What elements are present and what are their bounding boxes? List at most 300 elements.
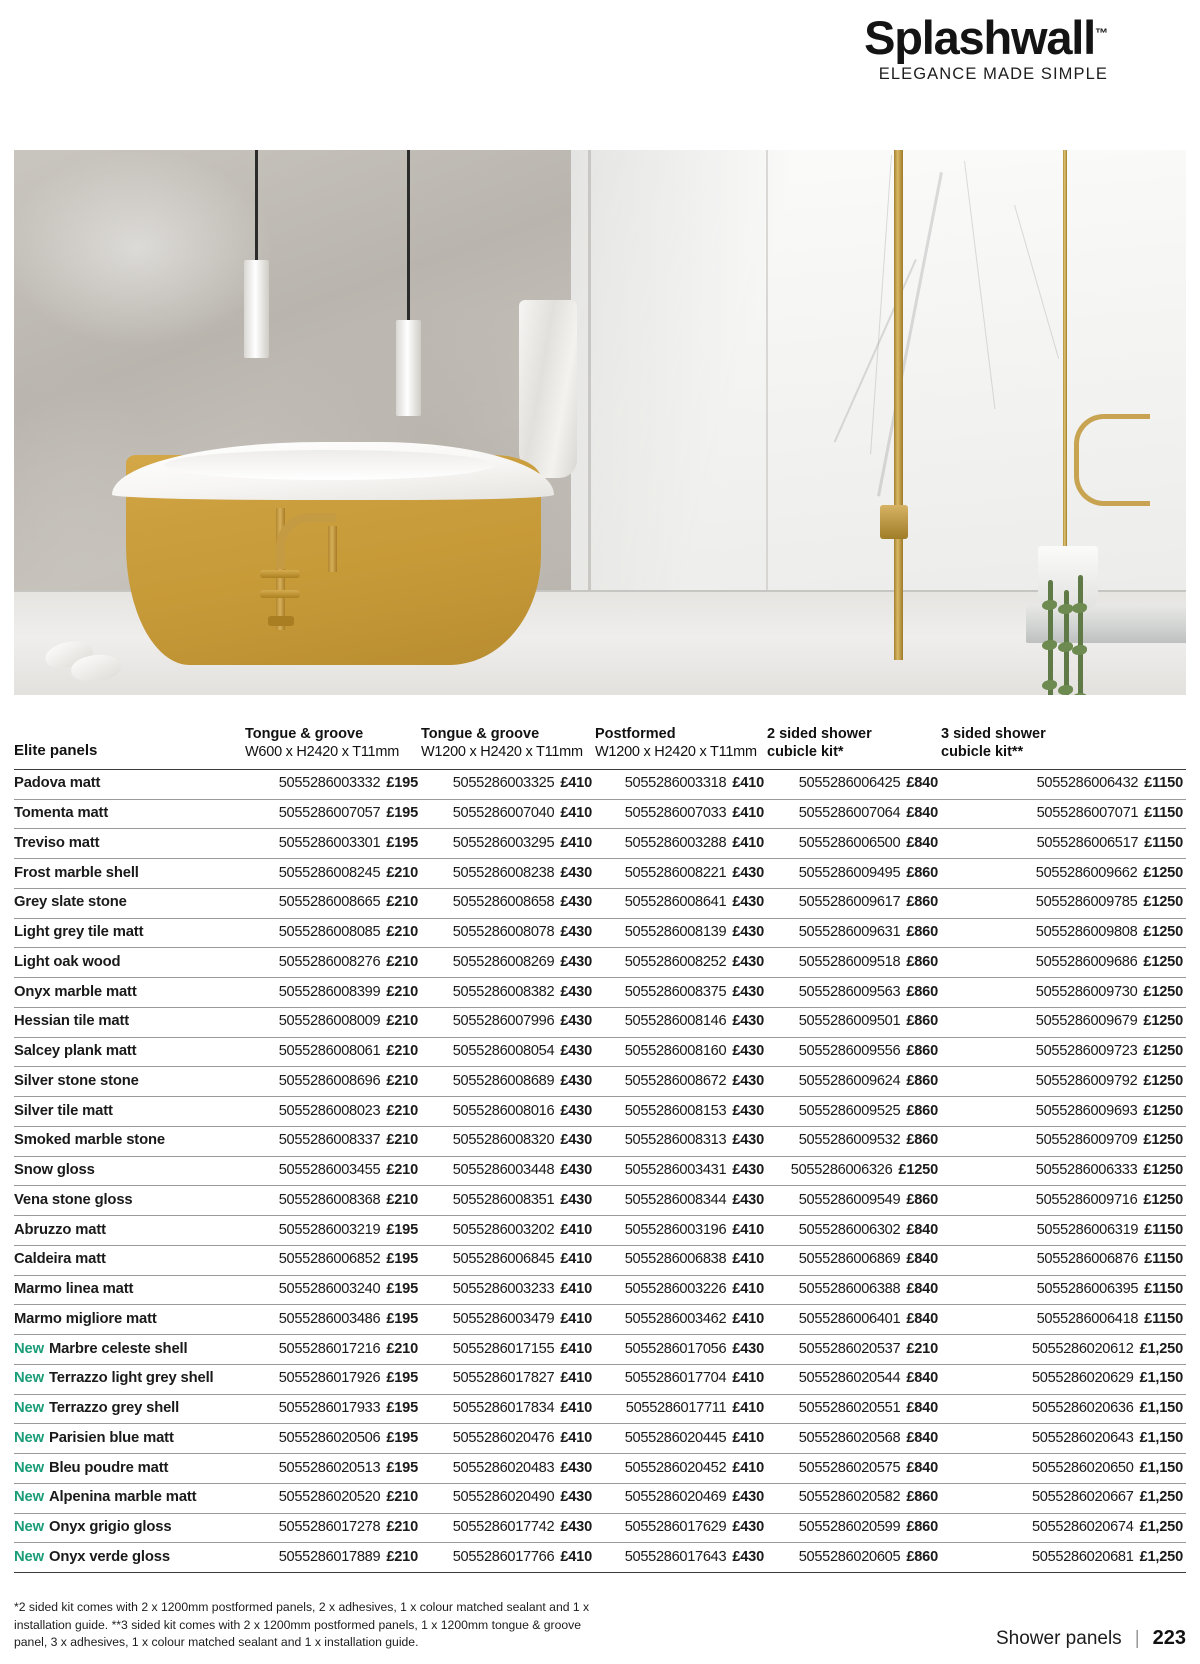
product-code: 5055286009495	[798, 864, 901, 881]
product-price: £840	[906, 1400, 938, 1417]
panel-name: Onyx marble matt	[14, 983, 137, 1000]
product-code: 5055286008245	[278, 864, 381, 881]
product-cell	[595, 1275, 767, 1305]
panel-name: Onyx verde gloss	[48, 1548, 170, 1565]
product-code: 5055286007071	[1036, 805, 1139, 822]
trailing-plant	[1064, 590, 1069, 695]
column-title: Postformed	[595, 726, 676, 742]
product-price: £430	[560, 924, 592, 941]
product-cell	[245, 799, 421, 829]
product-cell	[767, 948, 941, 978]
product-cell	[767, 1245, 941, 1275]
trailing-plant	[1048, 580, 1053, 695]
product-price: £860	[906, 983, 938, 1000]
product-cell	[595, 978, 767, 1008]
panel-name-cell	[14, 1543, 245, 1573]
product-cell	[245, 1454, 421, 1484]
product-code: 5055286008368	[278, 1191, 381, 1208]
product-code: 5055286006869	[798, 1251, 901, 1268]
product-price: £1150	[1144, 834, 1183, 851]
page-header	[0, 0, 1200, 150]
product-cell	[941, 1156, 1186, 1186]
product-code: 5055286009556	[798, 1043, 901, 1060]
product-price: £210	[386, 1132, 418, 1149]
product-price: £840	[906, 1221, 938, 1238]
product-price: £210	[386, 894, 418, 911]
product-cell	[595, 888, 767, 918]
panel-name-cell	[14, 1483, 245, 1513]
product-code: 5055286006876	[1036, 1251, 1139, 1268]
product-cell	[595, 769, 767, 799]
product-price: £860	[906, 1072, 938, 1089]
product-code: 5055286003462	[624, 1310, 727, 1327]
product-price: £410	[732, 1310, 764, 1327]
tap-handle	[260, 570, 300, 578]
product-code: 5055286006517	[1036, 834, 1139, 851]
product-cell	[421, 948, 595, 978]
product-cell	[595, 1424, 767, 1454]
product-code: 5055286009525	[798, 1102, 901, 1119]
product-cell	[595, 1097, 767, 1127]
product-cell	[245, 1097, 421, 1127]
product-code: 5055286006395	[1036, 1281, 1139, 1298]
product-code: 5055286003301	[278, 834, 381, 851]
product-cell	[767, 1216, 941, 1246]
product-price: £210	[386, 1072, 418, 1089]
product-cell	[767, 1067, 941, 1097]
product-code: 5055286020599	[798, 1519, 901, 1536]
product-price: £195	[386, 1310, 418, 1327]
table-row	[14, 948, 1186, 978]
panel-name-cell	[14, 1126, 245, 1156]
product-code: 5055286020445	[624, 1429, 727, 1446]
product-code: 5055286008078	[452, 924, 555, 941]
product-code: 5055286003233	[452, 1281, 555, 1298]
product-cell	[595, 1007, 767, 1037]
panel-name: Frost marble shell	[14, 864, 139, 881]
panel-name: Treviso matt	[14, 834, 100, 851]
product-code: 5055286006500	[798, 834, 901, 851]
column-dimensions: W600 x H2420 x T11mm	[245, 744, 400, 761]
panel-name: Grey slate stone	[14, 894, 127, 911]
product-cell	[421, 1483, 595, 1513]
new-badge: New	[14, 1548, 44, 1565]
product-cell	[421, 978, 595, 1008]
brand-tagline: ELEGANCE MADE SIMPLE	[878, 65, 1108, 83]
product-code: 5055286020483	[452, 1459, 555, 1476]
product-price: £1150	[1144, 1221, 1183, 1238]
product-cell	[245, 769, 421, 799]
product-cell	[941, 1424, 1186, 1454]
new-badge: New	[14, 1519, 44, 1536]
product-cell	[767, 978, 941, 1008]
product-cell	[595, 1037, 767, 1067]
product-price: £430	[732, 1548, 764, 1565]
product-price: £410	[560, 1281, 592, 1298]
product-price: £410	[732, 1251, 764, 1268]
new-badge: New	[14, 1340, 44, 1357]
panel-name-cell	[14, 1067, 245, 1097]
product-code: 5055286017704	[624, 1370, 727, 1387]
panel-name-cell	[14, 948, 245, 978]
product-cell	[595, 1364, 767, 1394]
column-dimensions: W1200 x H2420 x T11mm	[421, 744, 583, 761]
product-cell	[421, 829, 595, 859]
product-code: 5055286020544	[798, 1370, 901, 1387]
product-cell	[941, 1037, 1186, 1067]
product-code: 5055286008146	[624, 1013, 727, 1030]
product-code: 5055286020537	[798, 1340, 901, 1357]
product-price: £1150	[1144, 1281, 1183, 1298]
product-code: 5055286008054	[452, 1043, 555, 1060]
product-code: 5055286017889	[278, 1548, 381, 1565]
product-code: 5055286007057	[278, 805, 381, 822]
table-row	[14, 829, 1186, 859]
product-code: 5055286006418	[1036, 1310, 1139, 1327]
product-price: £210	[386, 864, 418, 881]
product-cell	[941, 799, 1186, 829]
product-code: 5055286017629	[624, 1519, 727, 1536]
brand-logo	[864, 11, 1108, 83]
product-price: £840	[906, 1281, 938, 1298]
product-code: 5055286009723	[1035, 1043, 1138, 1060]
panel-name: Snow gloss	[14, 1162, 95, 1179]
product-price: £410	[560, 1548, 592, 1565]
kit-contents-footnote: *2 sided kit comes with 2 x 1200mm postformed panels, 2 x adhesives, 1 x colour matched sealant and 1 x installation guide. **3 sided kit comes with 2 x 1200mm postformed panels, 1 x 1200mm tongue & groove panel, 3 x adhesives, 1 x colour matched sealant and 1 x installation guide.	[14, 1600, 590, 1650]
product-code: 5055286020667	[1031, 1489, 1134, 1506]
product-price: £430	[560, 953, 592, 970]
product-code: 5055286009693	[1035, 1102, 1138, 1119]
panel-name: Bleu poudre matt	[48, 1459, 169, 1476]
product-code: 5055286003486	[278, 1310, 381, 1327]
product-cell	[421, 1394, 595, 1424]
column-subtitle: cubicle kit*	[767, 744, 844, 761]
product-cell	[767, 1037, 941, 1067]
product-cell	[941, 829, 1186, 859]
product-cell	[421, 918, 595, 948]
product-price: £195	[386, 805, 418, 822]
product-price: £430	[732, 1340, 764, 1357]
product-cell	[767, 1364, 941, 1394]
product-price: £860	[906, 864, 938, 881]
product-code: 5055286017834	[452, 1400, 555, 1417]
product-cell	[245, 1424, 421, 1454]
table-row	[14, 978, 1186, 1008]
product-code: 5055286008160	[624, 1043, 727, 1060]
product-cell	[941, 918, 1186, 948]
product-price: £210	[386, 983, 418, 1000]
product-code: 5055286020643	[1031, 1429, 1134, 1446]
product-price: £410	[732, 775, 764, 792]
product-price: £410	[560, 775, 592, 792]
product-price: £430	[560, 1459, 592, 1476]
product-code: 5055286003332	[278, 775, 381, 792]
panel-name: Caldeira matt	[14, 1251, 106, 1268]
table-header-row	[14, 725, 1186, 769]
product-price: £430	[560, 1489, 592, 1506]
product-cell	[245, 859, 421, 889]
product-code: 5055286020650	[1031, 1459, 1134, 1476]
marble-vein	[870, 155, 892, 454]
product-price: £1,250	[1139, 1548, 1183, 1565]
page-footer	[14, 1599, 1186, 1652]
product-cell	[421, 1305, 595, 1335]
panel-name: Silver tile matt	[14, 1102, 113, 1119]
product-code: 5055286007040	[452, 805, 555, 822]
product-code: 5055286008665	[278, 894, 381, 911]
product-code: 5055286020452	[624, 1459, 727, 1476]
product-code: 5055286017643	[624, 1548, 727, 1565]
panel-name-cell	[14, 829, 245, 859]
product-code: 5055286008023	[278, 1102, 381, 1119]
column-dimensions: W1200 x H2420 x T11mm	[595, 744, 757, 761]
table-row	[14, 1335, 1186, 1365]
new-badge: New	[14, 1459, 44, 1476]
product-price: £210	[386, 1102, 418, 1119]
product-cell	[941, 1335, 1186, 1365]
panel-name-cell	[14, 1424, 245, 1454]
product-cell	[245, 1007, 421, 1037]
product-code: 5055286008252	[624, 953, 727, 970]
product-code: 5055286003219	[278, 1221, 381, 1238]
product-price: £1250	[1143, 924, 1183, 941]
product-code: 5055286003288	[624, 834, 727, 851]
product-code: 5055286007064	[798, 805, 901, 822]
table-row	[14, 799, 1186, 829]
product-code: 5055286017278	[278, 1519, 381, 1536]
panel-name: Marmo linea matt	[14, 1281, 134, 1298]
product-cell	[595, 1186, 767, 1216]
product-price: £860	[906, 1013, 938, 1030]
product-code: 5055286008221	[624, 864, 727, 881]
product-price: £410	[560, 1340, 592, 1357]
product-cell	[767, 1424, 941, 1454]
product-price: £1250	[1143, 1132, 1183, 1149]
product-cell	[941, 1126, 1186, 1156]
product-price: £410	[732, 1370, 764, 1387]
product-code: 5055286006432	[1036, 775, 1139, 792]
product-cell	[595, 799, 767, 829]
product-code: 5055286017056	[624, 1340, 727, 1357]
product-price: £210	[386, 1519, 418, 1536]
product-cell	[595, 859, 767, 889]
product-price: £210	[386, 1340, 418, 1357]
product-code: 5055286017933	[278, 1400, 381, 1417]
table-row	[14, 888, 1186, 918]
product-code: 5055286009501	[798, 1013, 901, 1030]
product-code: 5055286020605	[798, 1548, 901, 1565]
product-price: £210	[386, 1489, 418, 1506]
product-code: 5055286009631	[798, 924, 901, 941]
product-cell	[245, 1305, 421, 1335]
product-price: £410	[560, 1251, 592, 1268]
product-code: 5055286009785	[1035, 894, 1138, 911]
product-code: 5055286020629	[1031, 1370, 1134, 1387]
product-code: 5055286006302	[798, 1221, 901, 1238]
product-code: 5055286003196	[624, 1221, 727, 1238]
product-price: £860	[906, 1102, 938, 1119]
product-price: £430	[560, 894, 592, 911]
product-code: 5055286003318	[624, 775, 727, 792]
product-cell	[595, 1245, 767, 1275]
product-cell	[941, 1245, 1186, 1275]
product-cell	[767, 799, 941, 829]
product-code: 5055286008672	[624, 1072, 727, 1089]
product-cell	[941, 1364, 1186, 1394]
table-row	[14, 1513, 1186, 1543]
product-cell	[767, 1186, 941, 1216]
new-badge: New	[14, 1429, 44, 1446]
product-cell	[767, 859, 941, 889]
product-code: 5055286020476	[452, 1429, 555, 1446]
product-cell	[245, 1037, 421, 1067]
panel-name-cell	[14, 1216, 245, 1246]
panel-name: Hessian tile matt	[14, 1013, 130, 1030]
product-price: £410	[732, 805, 764, 822]
product-price: £1,250	[1139, 1519, 1183, 1536]
panel-name-cell	[14, 859, 245, 889]
product-code: 5055286009808	[1035, 924, 1138, 941]
product-price: £210	[386, 1548, 418, 1565]
product-code: 5055286020674	[1031, 1519, 1134, 1536]
product-cell	[421, 1513, 595, 1543]
product-price: £840	[906, 805, 938, 822]
product-price: £1150	[1144, 1310, 1183, 1327]
panel-name-cell	[14, 1394, 245, 1424]
product-price: £1,150	[1139, 1459, 1183, 1476]
product-cell	[595, 1543, 767, 1573]
product-cell	[941, 888, 1186, 918]
product-cell	[421, 1245, 595, 1275]
product-cell	[941, 1186, 1186, 1216]
table-row	[14, 859, 1186, 889]
product-price: £195	[386, 1221, 418, 1238]
table-row	[14, 1394, 1186, 1424]
panel-name-cell	[14, 1186, 245, 1216]
panel-name-cell	[14, 1513, 245, 1543]
shower-frame-post	[894, 150, 903, 660]
product-price: £840	[906, 775, 938, 792]
new-badge: New	[14, 1489, 44, 1506]
product-code: 5055286009730	[1035, 983, 1138, 1000]
product-price: £195	[386, 1281, 418, 1298]
pendant-light	[407, 150, 410, 320]
product-code: 5055286007033	[624, 805, 727, 822]
product-code: 5055286008061	[278, 1043, 381, 1060]
panel-name-cell	[14, 978, 245, 1008]
product-cell	[245, 1275, 421, 1305]
product-cell	[767, 1543, 941, 1573]
product-price: £430	[732, 1162, 764, 1179]
shower-door-handle	[880, 505, 908, 539]
pendant-shade	[396, 320, 421, 416]
page-number: 223	[1152, 1627, 1186, 1650]
product-price: £430	[732, 864, 764, 881]
brand-name-text: Splashwall	[864, 11, 1095, 64]
product-price: £210	[906, 1340, 938, 1357]
panel-name: Vena stone gloss	[14, 1191, 133, 1208]
column-header-3-sided-kit	[941, 725, 1186, 769]
product-cell	[421, 1364, 595, 1394]
product-price: £195	[386, 1370, 418, 1387]
product-cell	[245, 829, 421, 859]
product-cell	[767, 1335, 941, 1365]
product-price: £430	[732, 1013, 764, 1030]
product-cell	[767, 1394, 941, 1424]
product-price: £195	[386, 1459, 418, 1476]
product-code: 5055286008016	[452, 1102, 555, 1119]
product-code: 5055286017926	[278, 1370, 381, 1387]
table-row	[14, 918, 1186, 948]
product-code: 5055286020568	[798, 1429, 901, 1446]
folio	[996, 1627, 1186, 1652]
product-price: £210	[386, 1191, 418, 1208]
product-price: £210	[386, 1043, 418, 1060]
product-price: £860	[906, 1191, 938, 1208]
product-price: £430	[560, 1191, 592, 1208]
column-title: Tongue & groove	[245, 726, 364, 742]
marble-vein	[1014, 204, 1059, 358]
product-code: 5055286008139	[624, 924, 727, 941]
product-price: £430	[732, 924, 764, 941]
product-price: £410	[560, 1400, 592, 1417]
product-cell	[421, 1037, 595, 1067]
product-cell	[941, 769, 1186, 799]
table-row	[14, 1007, 1186, 1037]
product-code: 5055286008269	[452, 953, 555, 970]
product-code: 5055286009532	[798, 1132, 901, 1149]
product-code: 5055286009662	[1035, 864, 1138, 881]
product-cell	[767, 1513, 941, 1543]
panel-name: Alpenina marble matt	[48, 1489, 197, 1506]
product-price: £410	[560, 1221, 592, 1238]
panel-name: Terrazzo light grey shell	[48, 1370, 214, 1387]
product-code: 5055286006401	[798, 1310, 901, 1327]
product-price: £430	[732, 1102, 764, 1119]
new-badge: New	[14, 1370, 44, 1387]
table-row	[14, 1424, 1186, 1454]
elite-panels-price-table	[14, 725, 1186, 1573]
product-cell	[767, 1097, 941, 1127]
product-price: £195	[386, 1429, 418, 1446]
product-cell	[595, 1454, 767, 1484]
product-price: £430	[732, 1519, 764, 1536]
product-code: 5055286017742	[452, 1519, 555, 1536]
panel-name: Tomenta matt	[14, 805, 109, 822]
product-code: 5055286006852	[278, 1251, 381, 1268]
product-price: £430	[560, 1132, 592, 1149]
product-cell	[421, 1335, 595, 1365]
price-table-wrapper	[14, 725, 1186, 1573]
product-price: £430	[732, 1043, 764, 1060]
product-price: £430	[732, 894, 764, 911]
bathtub-interior	[164, 450, 494, 480]
panel-name-cell	[14, 1364, 245, 1394]
product-price: £840	[906, 1429, 938, 1446]
product-cell	[767, 769, 941, 799]
product-cell	[245, 1364, 421, 1394]
product-cell	[941, 1097, 1186, 1127]
column-title: 2 sided shower	[767, 726, 872, 742]
table-row	[14, 1097, 1186, 1127]
product-price: £210	[386, 953, 418, 970]
product-cell	[941, 1543, 1186, 1573]
product-code: 5055286017216	[278, 1340, 381, 1357]
product-cell	[767, 1007, 941, 1037]
product-cell	[595, 1067, 767, 1097]
product-cell	[941, 1483, 1186, 1513]
product-cell	[595, 1513, 767, 1543]
